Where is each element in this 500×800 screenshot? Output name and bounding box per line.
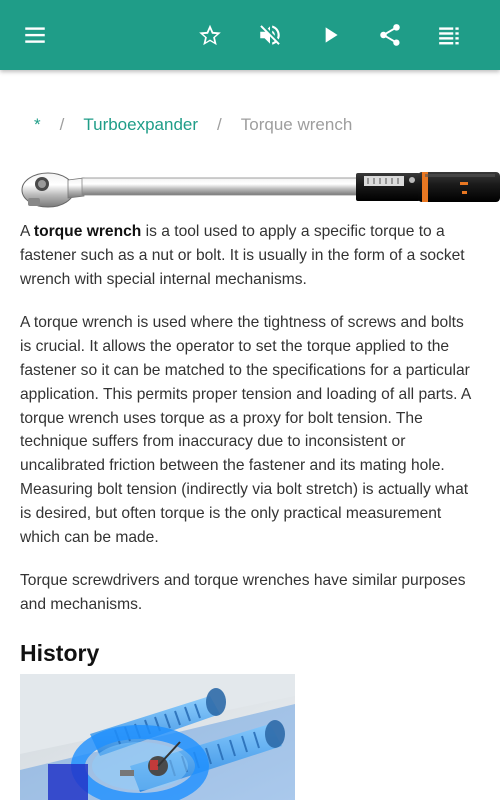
menu-button[interactable]: [11, 11, 59, 59]
related-tools-paragraph: Torque screwdrivers and torque wrenches have similar purposes and mechanisms.: [20, 572, 466, 614]
play-icon: [317, 22, 343, 48]
mute-button[interactable]: [246, 11, 294, 59]
breadcrumb-separator: /: [59, 115, 65, 134]
intro-text: is a tool used to apply a specific torque to a fastener such as a nut or bolt. It is usually in the form of a socket wrench with special internal mechanisms.: [20, 223, 465, 288]
history-heading: History: [20, 640, 100, 666]
breadcrumb: [34, 114, 352, 136]
contents-button[interactable]: [426, 11, 474, 59]
breadcrumb-parent[interactable]: Turboexpander: [83, 115, 199, 134]
volume-off-icon: [257, 22, 283, 48]
list-icon: [437, 22, 463, 48]
play-button[interactable]: [306, 11, 354, 59]
article-body: [20, 220, 475, 637]
intro-prefix: A: [20, 223, 34, 240]
breadcrumb-current: Torque wrench: [240, 115, 353, 134]
torque-wrench-image: [20, 166, 500, 214]
app-bar: [0, 0, 500, 70]
menu-icon: [22, 22, 48, 48]
share-icon: [377, 22, 403, 48]
term-torque-wrench: torque wrench: [33, 223, 142, 240]
favorite-button[interactable]: [186, 11, 234, 59]
star-icon: [197, 22, 223, 48]
intro-paragraph: [20, 220, 475, 291]
share-button[interactable]: [366, 11, 414, 59]
history-mechanism-image: [20, 674, 295, 800]
breadcrumb-home[interactable]: *: [34, 115, 41, 134]
breadcrumb-separator: /: [217, 115, 222, 134]
usage-paragraph: A torque wrench is used where the tightness of screws and bolts is crucial. It allows the operator to set the torque applied to the fastener so it can be matched to the specifications for a particular application. This permits proper tension and loading of all parts. A torque wrench uses torque as a proxy for bolt tension. The technique suffers from inaccuracy due to inconsistent or uncalibrated friction between the fastener and its mating hole. Measuring bolt tension (indirectly via bolt stretch) is actually what is desired, but often torque is the only practical measurement which can be made.: [20, 314, 471, 546]
